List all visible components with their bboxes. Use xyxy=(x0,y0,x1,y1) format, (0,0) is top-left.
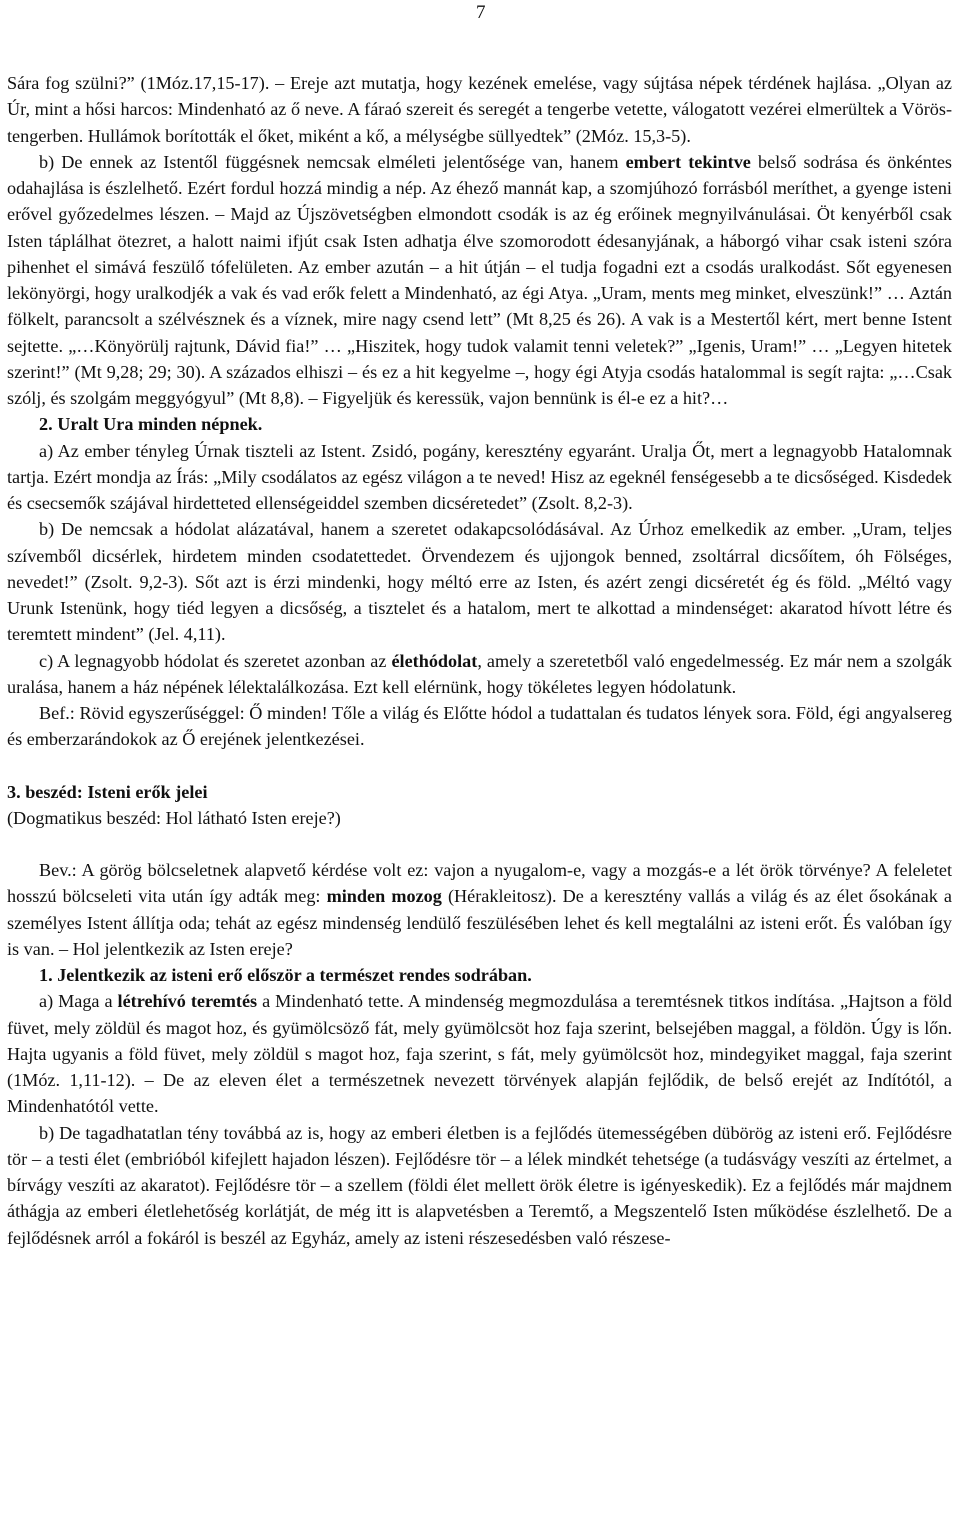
bold-text: 2. Uralt Ura minden népnek. xyxy=(39,414,263,435)
paragraph-p7 xyxy=(7,700,952,753)
paragraph-p2 xyxy=(7,149,952,412)
paragraph-p10 xyxy=(7,857,952,962)
paragraph-spacer xyxy=(7,753,952,779)
paragraph-p12 xyxy=(7,988,952,1119)
text-run: Sára fog szülni?” (1Móz.17,15-17). – Ereje azt mutatja, hogy kezének emelése, vagy sújtása népek térdének hajlása. „Olyan az Úr, mint a hősi harcos: Mindenható az ő neve. A fáraó szereit és seregét a tengerbe vetette, válogatott vezérei elmerültek a Vörös-tengerben. Hullámok borították el őket, miként a kő, a mélységbe süllyedtek” (2Móz. 15,3-5). xyxy=(7,73,952,146)
text-run: b) De nemcsak a hódolat alázatával, hanem a szeretet odakapcsolódásával. Az Úrhoz emelkedik az ember. „Uram, teljes szívemből dicsérlek, hirdetem minden csodatettedet. Örvendezem és ujjongok benned, zsoltárral dicsőítem, óh Fölséges, nevedet!” (Zsolt. 9,2-3). Sőt azt is érzi mindenki, hogy méltó erre az Isten, és azért zengi dicséretét ég és föld. „Méltó vagy Urunk Istenünk, hogy tiéd legyen a dicsőség, a tisztelet és a hatalom, mert te alkottad a mindenséget: akaratod hívott létre és teremtett mindent” (Jel. 4,11). xyxy=(7,519,952,645)
paragraph-p1 xyxy=(7,70,952,149)
page-number: 7 xyxy=(476,2,486,23)
text-run: belső sodrása és önkéntes odahajlása is észlelhető. Ezért fordul hozzá mindig a nép. Az éhező mannát kap, a szomjúhozó forrásból meríthet, a gyenge isteni erővel győzedelmes lészen. – Majd az Újszövetségben elmondott csodák is az ég erőinek megnyilvánulásai. Öt kenyérből csak Isten táplálhat ötezret, a halott naimi ifjút csak Isten adhatja élve szomorodott édesanyjának, a háborgó vihar csak isteni szóra pihenhet el simává feszülő tófelületen. Az ember azután – a hit útján – el tudja fogadni ezt a csodás uralkodást. Sőt egyenesen lekönyörgi, hogy uralkodjék a vak és vad erők felett a Mindenható, az égi Atya. „Uram, ments meg minket, elveszünk!” … Aztán fölkelt, parancsolt a szélvésznek és a víznek, mire nagy csend lett” (Mt 8,25 és 26). A vak is a Mestertől kért, mert benne Istent sejtette. „…Könyörülj rajtunk, Dávid fia!” … „Hiszitek, hogy tudok valamit tenni veletek?” „Igenis, Uram!” … „Legyen hitetek szerint!” (Mt 9,28; 29; 30). A százados elhiszi – és ez a hit kegyelme –, hogy égi Atyja csodás hatalommal is segít rajta: „…Csak szólj, és szolgám meggyógyul” (Mt 8,8). – Figyeljük és keressük, vajon bennünk is él-e ez a hit?… xyxy=(7,151,952,408)
text-run: Bev.: A görög bölcseletnek alapvető kérdése volt ez: vajon a nyugalom-e, vagy a mozgás-e a lét örök törvénye? A feleletet hosszú bölcseleti vita után így adták meg: xyxy=(7,860,952,907)
text-run: (Dogmatikus beszéd: Hol látható Isten ereje?) xyxy=(7,807,341,828)
paragraph-p6 xyxy=(7,648,952,701)
bold-text: minden mozog xyxy=(326,886,442,907)
bold-text: 3. beszéd: Isteni erők jelei xyxy=(7,781,208,802)
bold-text: létrehívó teremtés xyxy=(117,991,258,1012)
paragraph-spacer xyxy=(7,831,952,857)
document-body xyxy=(7,70,952,1251)
paragraph-p5 xyxy=(7,516,952,647)
text-run: b) De tagadhatatlan tény továbbá az is, hogy az emberi életben is a fejlődés ütemességében dübörög az isteni erő. Fejlődésre tör – a testi élet (embrióból kifejlett hajadon lészen). Fejlődésre tör – a lélek mindkét tehetsége (a tudásvágy veszíti az értelmet, a bírvágy veszíti az akaratot). Fejlődésre tör – a szellem (földi élet mellett örök életre is igényeskedik). Ez a fejlődés már majdnem áthágja az emberi életlehetőség korlátját, de még itt is alapvetésben a Teremtő, a Megszentelő Isten működése észlelhető. De a fejlődésnek arról a fokáról is beszél az Egyház, amely az isteni részesedésben való részese- xyxy=(7,1122,952,1248)
paragraph-p9 xyxy=(7,805,952,831)
paragraph-p11 xyxy=(7,962,952,988)
text-run: (Hérakleitosz). De a keresztény vallás a világ és az élet ősokának a személyes Istent állítja oda; tehát az egész mindenség lendülő feszülésében lehet és kell megtalálni az isteni erőt. És valóban így is van. – Hol jelentkezik az Isten ereje? xyxy=(7,886,952,959)
text-run: c) A legnagyobb hódolat és szeretet azonban az xyxy=(39,650,392,671)
text-run: a) Az ember tényleg Úrnak tiszteli az Istent. Zsidó, pogány, keresztény egyaránt. Uralja Őt, mert a legnagyobb Hatalomnak tartja. Ezért mondja az Írás: „Mily csodálatos az egész világon a te neved! Hisz az egeknél fenségesebb a te dicsőséged. Kisdedek és csecsemők szájával hirdetteted ellenségeiddel szemben dicséretedet” (Zsolt. 8,2-3). xyxy=(7,440,952,513)
bold-text: embert tekintve xyxy=(625,151,751,172)
paragraph-p13 xyxy=(7,1120,952,1251)
text-run: a Mindenható tette. A mindenség megmozdulása a teremtésnek titkos indítása. „Hajtson a föld füvet, mely zöldül és magot hoz, és gyümölcsöző fát, mely gyümölcsöt hoz faja szerint, belsejében maggal, a földön. Úgy is lőn. Hajta ugyanis a föld füvet, mely zöldül s magot hoz, faja szerint, s fát, mely gyümölcsöt hoz, mindegyiket maggal, faja szerint (1Móz. 1,11-12). – De az eleven élet a természetnek nevezett törvények alapján fejlődik, de belső erejét az Indítótól, a Mindenhatótól vette. xyxy=(7,991,952,1117)
bold-text: 1. Jelentkezik az isteni erő először a természet rendes sodrában. xyxy=(39,965,532,985)
text-run: a) Maga a xyxy=(39,991,118,1012)
text-run: Bef.: Rövid egyszerűséggel: Ő minden! Tőle a világ és Előtte hódol a tudattalan és tudatos lények sora. Föld, égi angyalsereg és emberzarándokok az Ő erejének jelentkezései. xyxy=(7,703,952,750)
paragraph-p3 xyxy=(7,411,952,437)
paragraph-p8 xyxy=(7,779,952,805)
bold-text: élethódolat xyxy=(391,650,478,671)
text-run: b) De ennek az Istentől függésnek nemcsak elméleti jelentősége van, hanem xyxy=(39,151,626,172)
text-run: , amely a szeretetből való engedelmesség. Ez már nem a szolgák uralása, hanem a ház népének lélektalálkozása. Ezt kell elérnünk, hogy tökéletes legyen hódolatunk. xyxy=(7,650,952,697)
paragraph-p4 xyxy=(7,438,952,517)
